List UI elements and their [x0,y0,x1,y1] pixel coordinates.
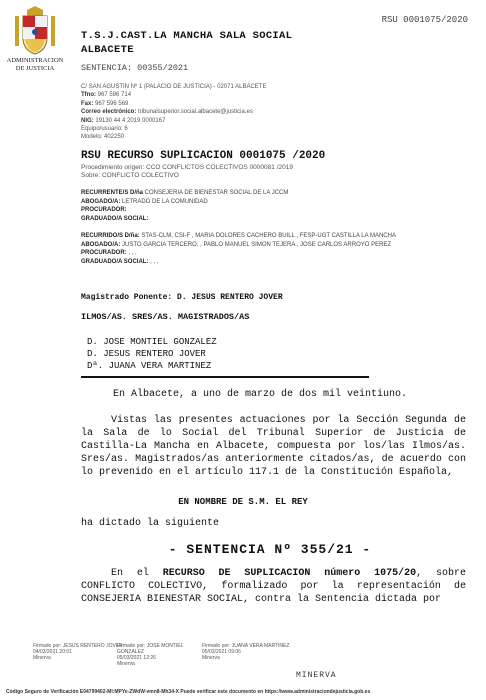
contact-line: Modelo: 402250 [81,134,125,141]
magistrado-ponente [81,293,283,302]
recurrido-block [81,232,471,266]
logo-caption-line: ADMINISTRACION [6,57,64,64]
contact-block [81,83,266,142]
signature-block: Firmado por: JESUS RENTERO JOVER 04/03/2021 20:01 Minerva [33,643,123,661]
recurso-bold: RECURSO DE SUPLICACION número 1075/20 [162,568,417,579]
ponente-label: Magistrado Ponente: [81,293,173,302]
rsu-reference: RSU 0001075/2020 [381,15,468,25]
intro-paragraph: Vistas las presentes actuaciones por la Sección Segunda de la Sala de lo Social del Tribunal Superior de Justicia de Castilla-La Mancha en Albacete, compuesta por los/las Ilmos/as. Sres/as. Magistrados/as anteriormente citados/as, de acuerdo con lo prevenido en el artículo 117.1 de la Constitución Española, [81,415,466,478]
recurso-paragraph: En el RECURSO DE SUPLICACION número 1075/20, sobre CONFLICTO COLECTIVO, formalizado por la representación de CONSEJERIA BIENESTAR SOCIAL, contra la Sentencia dictada por [81,568,466,605]
judges-list [87,336,217,372]
sentencia-heading: - SENTENCIA Nº 355/21 - [168,542,372,557]
recurso-title: RSU RECURSO SUPLICACION 0001075 /2020 [81,150,326,162]
judge-name: D. JOSE MONTIEL GONZALEZ [87,337,217,347]
party-line: ABOGADO/A: LETRADO DE LA COMUNIDAD [81,198,208,205]
ponente-name: D. JESUS RENTERO JOVER [172,293,283,302]
magistrados-heading: ILMOS/AS. SRES/AS. MAGISTRADOS/AS [81,312,250,322]
court-city: ALBACETE [81,44,134,56]
contact-line: Fax: 967 596 569 [81,100,129,107]
verification-code-link[interactable]: Código Seguro de Verificación E04799402-MI:MPYe-ZWdW-vmn8-Mh34-X Puede verificar este documento en https://www.administraciondejusticia.gob.es [6,689,371,695]
party-line: RECURRIDO/S D/ña: STAS-CLM, CSI-F , MARIA DOLORES CACHERO BUILL , FESP-UGT CASTILLA LA MANCHA [81,233,396,239]
logo-caption-line: DE JUSTICIA [15,64,55,72]
signature-block: Firmado por: JOSE MONTIEL GONZALEZ 05/03/2021 12:26 Minerva [117,643,184,667]
judge-name: D. JESUS RENTERO JOVER [87,349,206,359]
judge-name: Dª. JUANA VERA MARTINEZ [87,361,212,371]
signature-block: Firmado por: JUANA VERA MARTINEZ 05/03/2021 09:06 Minerva [202,643,290,661]
sentencia-number: SENTENCIA: 00355/2021 [81,63,189,73]
en-nombre-del-rey: EN NOMBRE DE S.M. EL REY [178,497,308,507]
contact-line: Equipo/usuario: 6 [81,126,128,133]
contact-line: C/ SAN AGUSTIN Nº 1 (PALACIO DE JUSTICIA) - 02071 ALBACETE [81,84,267,90]
party-line: ABOGADO/A: JUSTO GARCIA TERCERO, , PABLO MANUEL SIMON TEJERA , JOSE CARLOS ARROYO PEREZ [81,241,392,248]
dictado-text: ha dictado la siguiente [81,518,220,529]
contact-line: NIG: 19130 44 4 2019 0000167 [81,117,166,124]
party-line: GRADUADO/A SOCIAL: [81,215,149,222]
court-line: T.S.J.CAST.LA MANCHA SALA SOCIAL [81,30,293,42]
coat-of-arms-icon [13,6,57,56]
recurrente-block [81,189,288,223]
party-line: PROCURADOR: [81,207,127,214]
procedimiento-origen: Procedimiento origen: CCO CONFLICTOS COLECTIVOS 0000081 /2019 [81,164,293,171]
minerva-footer: MINERVA [296,671,337,680]
party-line: RECURRENTE/S D/ña CONSEJERIA DE BIENESTAR SOCIAL DE LA JCCM [81,190,289,196]
procedimiento-block [81,164,293,180]
contact-line: Correo electrónico: tribunalsuperior.social.albacete@justicia.es [81,109,253,116]
procedimiento-sobre: Sobre: CONFLICTO COLECTIVO [81,172,179,179]
contact-line: Tfno: 967 596 714 [81,92,132,99]
court-name [81,29,292,57]
place-date: En Albacete, a uno de marzo de dos mil veintiuno. [113,389,408,400]
coat-of-arms-logo [6,6,64,72]
party-line: GRADUADO/A SOCIAL: , , , [81,258,159,265]
party-line: PROCURADOR: , , , [81,250,137,257]
divider-line [81,376,369,378]
